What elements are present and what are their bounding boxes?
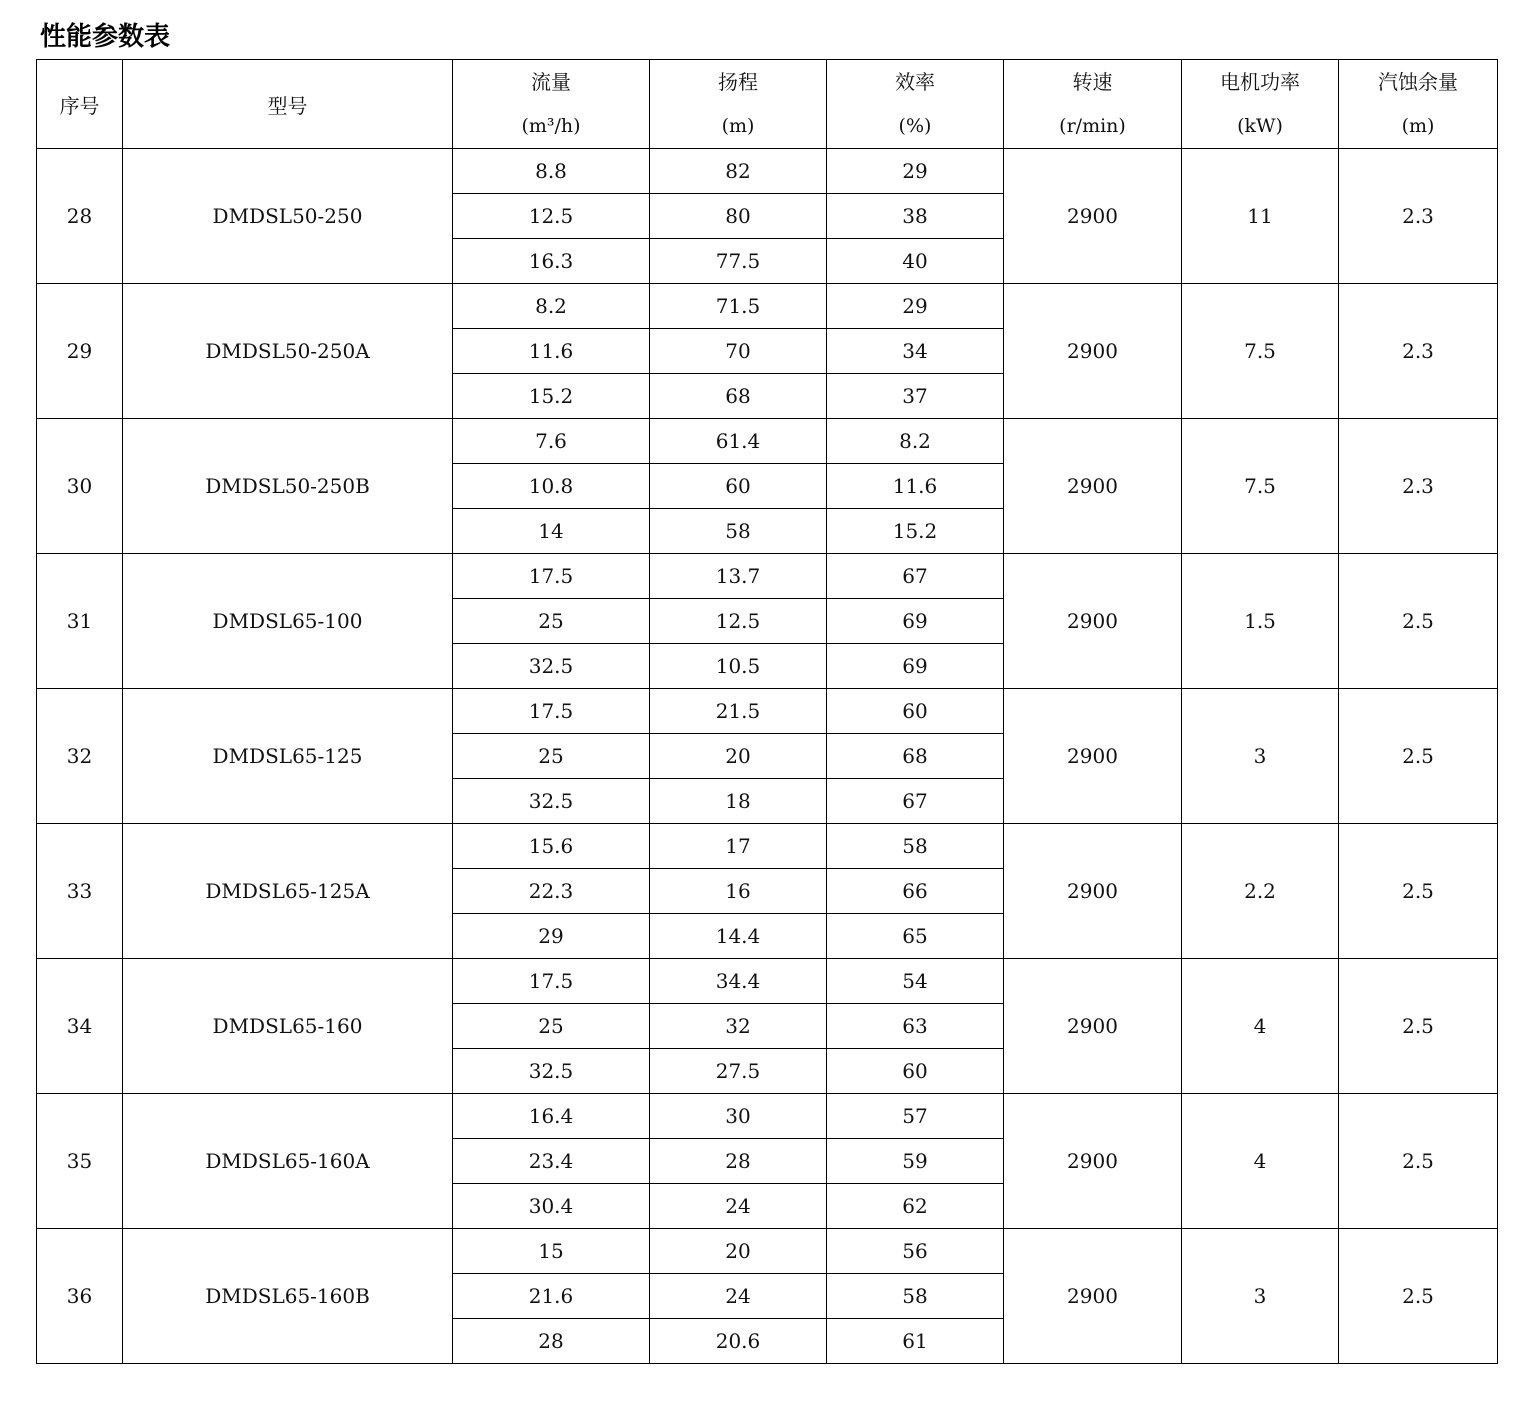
cell-speed: 2900 (1004, 824, 1182, 959)
cell-eff: 29 (827, 149, 1004, 194)
cell-flow: 17.5 (453, 689, 650, 734)
cell-eff: 15.2 (827, 509, 1004, 554)
page-title: 性能参数表 (40, 22, 171, 52)
cell-flow: 25 (453, 1004, 650, 1049)
cell-head: 58 (650, 509, 827, 554)
header-flow-unit: (m³/h) (521, 115, 581, 137)
cell-head: 12.5 (650, 599, 827, 644)
cell-power: 4 (1182, 959, 1339, 1094)
cell-flow: 32.5 (453, 1049, 650, 1094)
cell-eff: 40 (827, 239, 1004, 284)
cell-flow: 22.3 (453, 869, 650, 914)
cell-power: 11 (1182, 149, 1339, 284)
table-header (37, 60, 1498, 149)
table-body (37, 149, 1498, 1364)
table-row (37, 554, 1498, 599)
cell-power: 4 (1182, 1094, 1339, 1229)
cell-flow: 16.4 (453, 1094, 650, 1139)
cell-eff: 69 (827, 644, 1004, 689)
cell-eff: 8.2 (827, 419, 1004, 464)
cell-eff: 63 (827, 1004, 1004, 1049)
cell-model: DMDSL65-100 (123, 554, 453, 689)
cell-head: 20 (650, 734, 827, 779)
cell-eff: 11.6 (827, 464, 1004, 509)
cell-speed: 2900 (1004, 689, 1182, 824)
cell-flow: 7.6 (453, 419, 650, 464)
cell-flow: 32.5 (453, 644, 650, 689)
cell-eff: 67 (827, 779, 1004, 824)
cell-flow: 15.6 (453, 824, 650, 869)
cell-eff: 60 (827, 689, 1004, 734)
header-flow-name: 流量 (531, 70, 571, 94)
cell-speed: 2900 (1004, 554, 1182, 689)
cell-head: 71.5 (650, 284, 827, 329)
cell-head: 16 (650, 869, 827, 914)
cell-head: 20.6 (650, 1319, 827, 1364)
cell-head: 77.5 (650, 239, 827, 284)
cell-flow: 15 (453, 1229, 650, 1274)
table-row (37, 959, 1498, 1004)
cell-power: 7.5 (1182, 284, 1339, 419)
cell-speed: 2900 (1004, 419, 1182, 554)
cell-head: 70 (650, 329, 827, 374)
cell-head: 14.4 (650, 914, 827, 959)
cell-power: 3 (1182, 1229, 1339, 1364)
cell-eff: 56 (827, 1229, 1004, 1274)
cell-no: 30 (37, 419, 123, 554)
cell-flow: 28 (453, 1319, 650, 1364)
cell-no: 29 (37, 284, 123, 419)
cell-eff: 62 (827, 1184, 1004, 1229)
cell-speed: 2900 (1004, 1229, 1182, 1364)
cell-flow: 16.3 (453, 239, 650, 284)
cell-head: 82 (650, 149, 827, 194)
header-eff (827, 60, 1004, 149)
cell-npsh: 2.3 (1339, 284, 1498, 419)
cell-eff: 66 (827, 869, 1004, 914)
cell-npsh: 2.3 (1339, 419, 1498, 554)
cell-flow: 21.6 (453, 1274, 650, 1319)
cell-head: 10.5 (650, 644, 827, 689)
cell-flow: 29 (453, 914, 650, 959)
cell-head: 24 (650, 1274, 827, 1319)
cell-head: 17 (650, 824, 827, 869)
cell-eff: 29 (827, 284, 1004, 329)
cell-npsh: 2.5 (1339, 1094, 1498, 1229)
cell-eff: 61 (827, 1319, 1004, 1364)
cell-head: 34.4 (650, 959, 827, 1004)
cell-head: 21.5 (650, 689, 827, 734)
cell-flow: 32.5 (453, 779, 650, 824)
cell-power: 1.5 (1182, 554, 1339, 689)
cell-flow: 17.5 (453, 959, 650, 1004)
cell-head: 27.5 (650, 1049, 827, 1094)
cell-model: DMDSL65-160B (123, 1229, 453, 1364)
cell-head: 30 (650, 1094, 827, 1139)
cell-speed: 2900 (1004, 959, 1182, 1094)
table-row (37, 284, 1498, 329)
cell-model: DMDSL50-250 (123, 149, 453, 284)
cell-speed: 2900 (1004, 1094, 1182, 1229)
header-eff-name: 效率 (895, 70, 935, 94)
header-npsh-unit: (m) (1401, 115, 1435, 137)
header-speed-unit: (r/min) (1059, 115, 1126, 137)
cell-flow: 30.4 (453, 1184, 650, 1229)
header-npsh-name: 汽蚀余量 (1378, 70, 1458, 94)
cell-flow: 15.2 (453, 374, 650, 419)
cell-power: 7.5 (1182, 419, 1339, 554)
cell-eff: 58 (827, 1274, 1004, 1319)
cell-npsh: 2.5 (1339, 824, 1498, 959)
cell-flow: 10.8 (453, 464, 650, 509)
header-eff-unit: (%) (898, 115, 932, 137)
cell-eff: 37 (827, 374, 1004, 419)
header-row (37, 60, 1498, 149)
header-npsh (1339, 60, 1498, 149)
header-power-unit: (kW) (1237, 115, 1283, 137)
cell-flow: 11.6 (453, 329, 650, 374)
cell-speed: 2900 (1004, 149, 1182, 284)
cell-head: 20 (650, 1229, 827, 1274)
table-row (37, 824, 1498, 869)
header-model: 型号 (123, 60, 453, 149)
cell-no: 33 (37, 824, 123, 959)
cell-head: 32 (650, 1004, 827, 1049)
cell-model: DMDSL50-250B (123, 419, 453, 554)
cell-eff: 38 (827, 194, 1004, 239)
cell-no: 31 (37, 554, 123, 689)
cell-npsh: 2.5 (1339, 959, 1498, 1094)
cell-eff: 59 (827, 1139, 1004, 1184)
header-speed (1004, 60, 1182, 149)
cell-model: DMDSL65-160A (123, 1094, 453, 1229)
cell-head: 61.4 (650, 419, 827, 464)
cell-head: 13.7 (650, 554, 827, 599)
cell-no: 34 (37, 959, 123, 1094)
cell-flow: 12.5 (453, 194, 650, 239)
cell-flow: 8.2 (453, 284, 650, 329)
header-power (1182, 60, 1339, 149)
cell-eff: 65 (827, 914, 1004, 959)
cell-head: 68 (650, 374, 827, 419)
table-row (37, 1229, 1498, 1274)
cell-head: 24 (650, 1184, 827, 1229)
cell-eff: 34 (827, 329, 1004, 374)
cell-head: 28 (650, 1139, 827, 1184)
cell-no: 28 (37, 149, 123, 284)
table-row (37, 1094, 1498, 1139)
cell-model: DMDSL50-250A (123, 284, 453, 419)
cell-eff: 54 (827, 959, 1004, 1004)
cell-eff: 69 (827, 599, 1004, 644)
cell-npsh: 2.5 (1339, 554, 1498, 689)
header-no: 序号 (37, 60, 123, 149)
header-power-name: 电机功率 (1220, 70, 1300, 94)
cell-flow: 23.4 (453, 1139, 650, 1184)
cell-model: DMDSL65-160 (123, 959, 453, 1094)
cell-npsh: 2.5 (1339, 689, 1498, 824)
cell-no: 32 (37, 689, 123, 824)
header-head-unit: (m) (721, 115, 755, 137)
cell-speed: 2900 (1004, 284, 1182, 419)
performance-table (36, 59, 1498, 1364)
cell-model: DMDSL65-125A (123, 824, 453, 959)
header-head (650, 60, 827, 149)
cell-flow: 8.8 (453, 149, 650, 194)
cell-power: 3 (1182, 689, 1339, 824)
cell-model: DMDSL65-125 (123, 689, 453, 824)
cell-no: 36 (37, 1229, 123, 1364)
cell-flow: 17.5 (453, 554, 650, 599)
cell-eff: 58 (827, 824, 1004, 869)
table-row (37, 419, 1498, 464)
cell-head: 18 (650, 779, 827, 824)
cell-eff: 57 (827, 1094, 1004, 1139)
cell-head: 80 (650, 194, 827, 239)
table-row (37, 689, 1498, 734)
cell-eff: 68 (827, 734, 1004, 779)
cell-eff: 67 (827, 554, 1004, 599)
cell-npsh: 2.3 (1339, 149, 1498, 284)
cell-power: 2.2 (1182, 824, 1339, 959)
cell-head: 60 (650, 464, 827, 509)
cell-npsh: 2.5 (1339, 1229, 1498, 1364)
table-row (37, 149, 1498, 194)
header-head-name: 扬程 (718, 70, 758, 94)
header-speed-name: 转速 (1072, 70, 1113, 94)
cell-flow: 25 (453, 599, 650, 644)
header-flow (453, 60, 650, 149)
cell-eff: 60 (827, 1049, 1004, 1094)
cell-no: 35 (37, 1094, 123, 1229)
cell-flow: 14 (453, 509, 650, 554)
cell-flow: 25 (453, 734, 650, 779)
